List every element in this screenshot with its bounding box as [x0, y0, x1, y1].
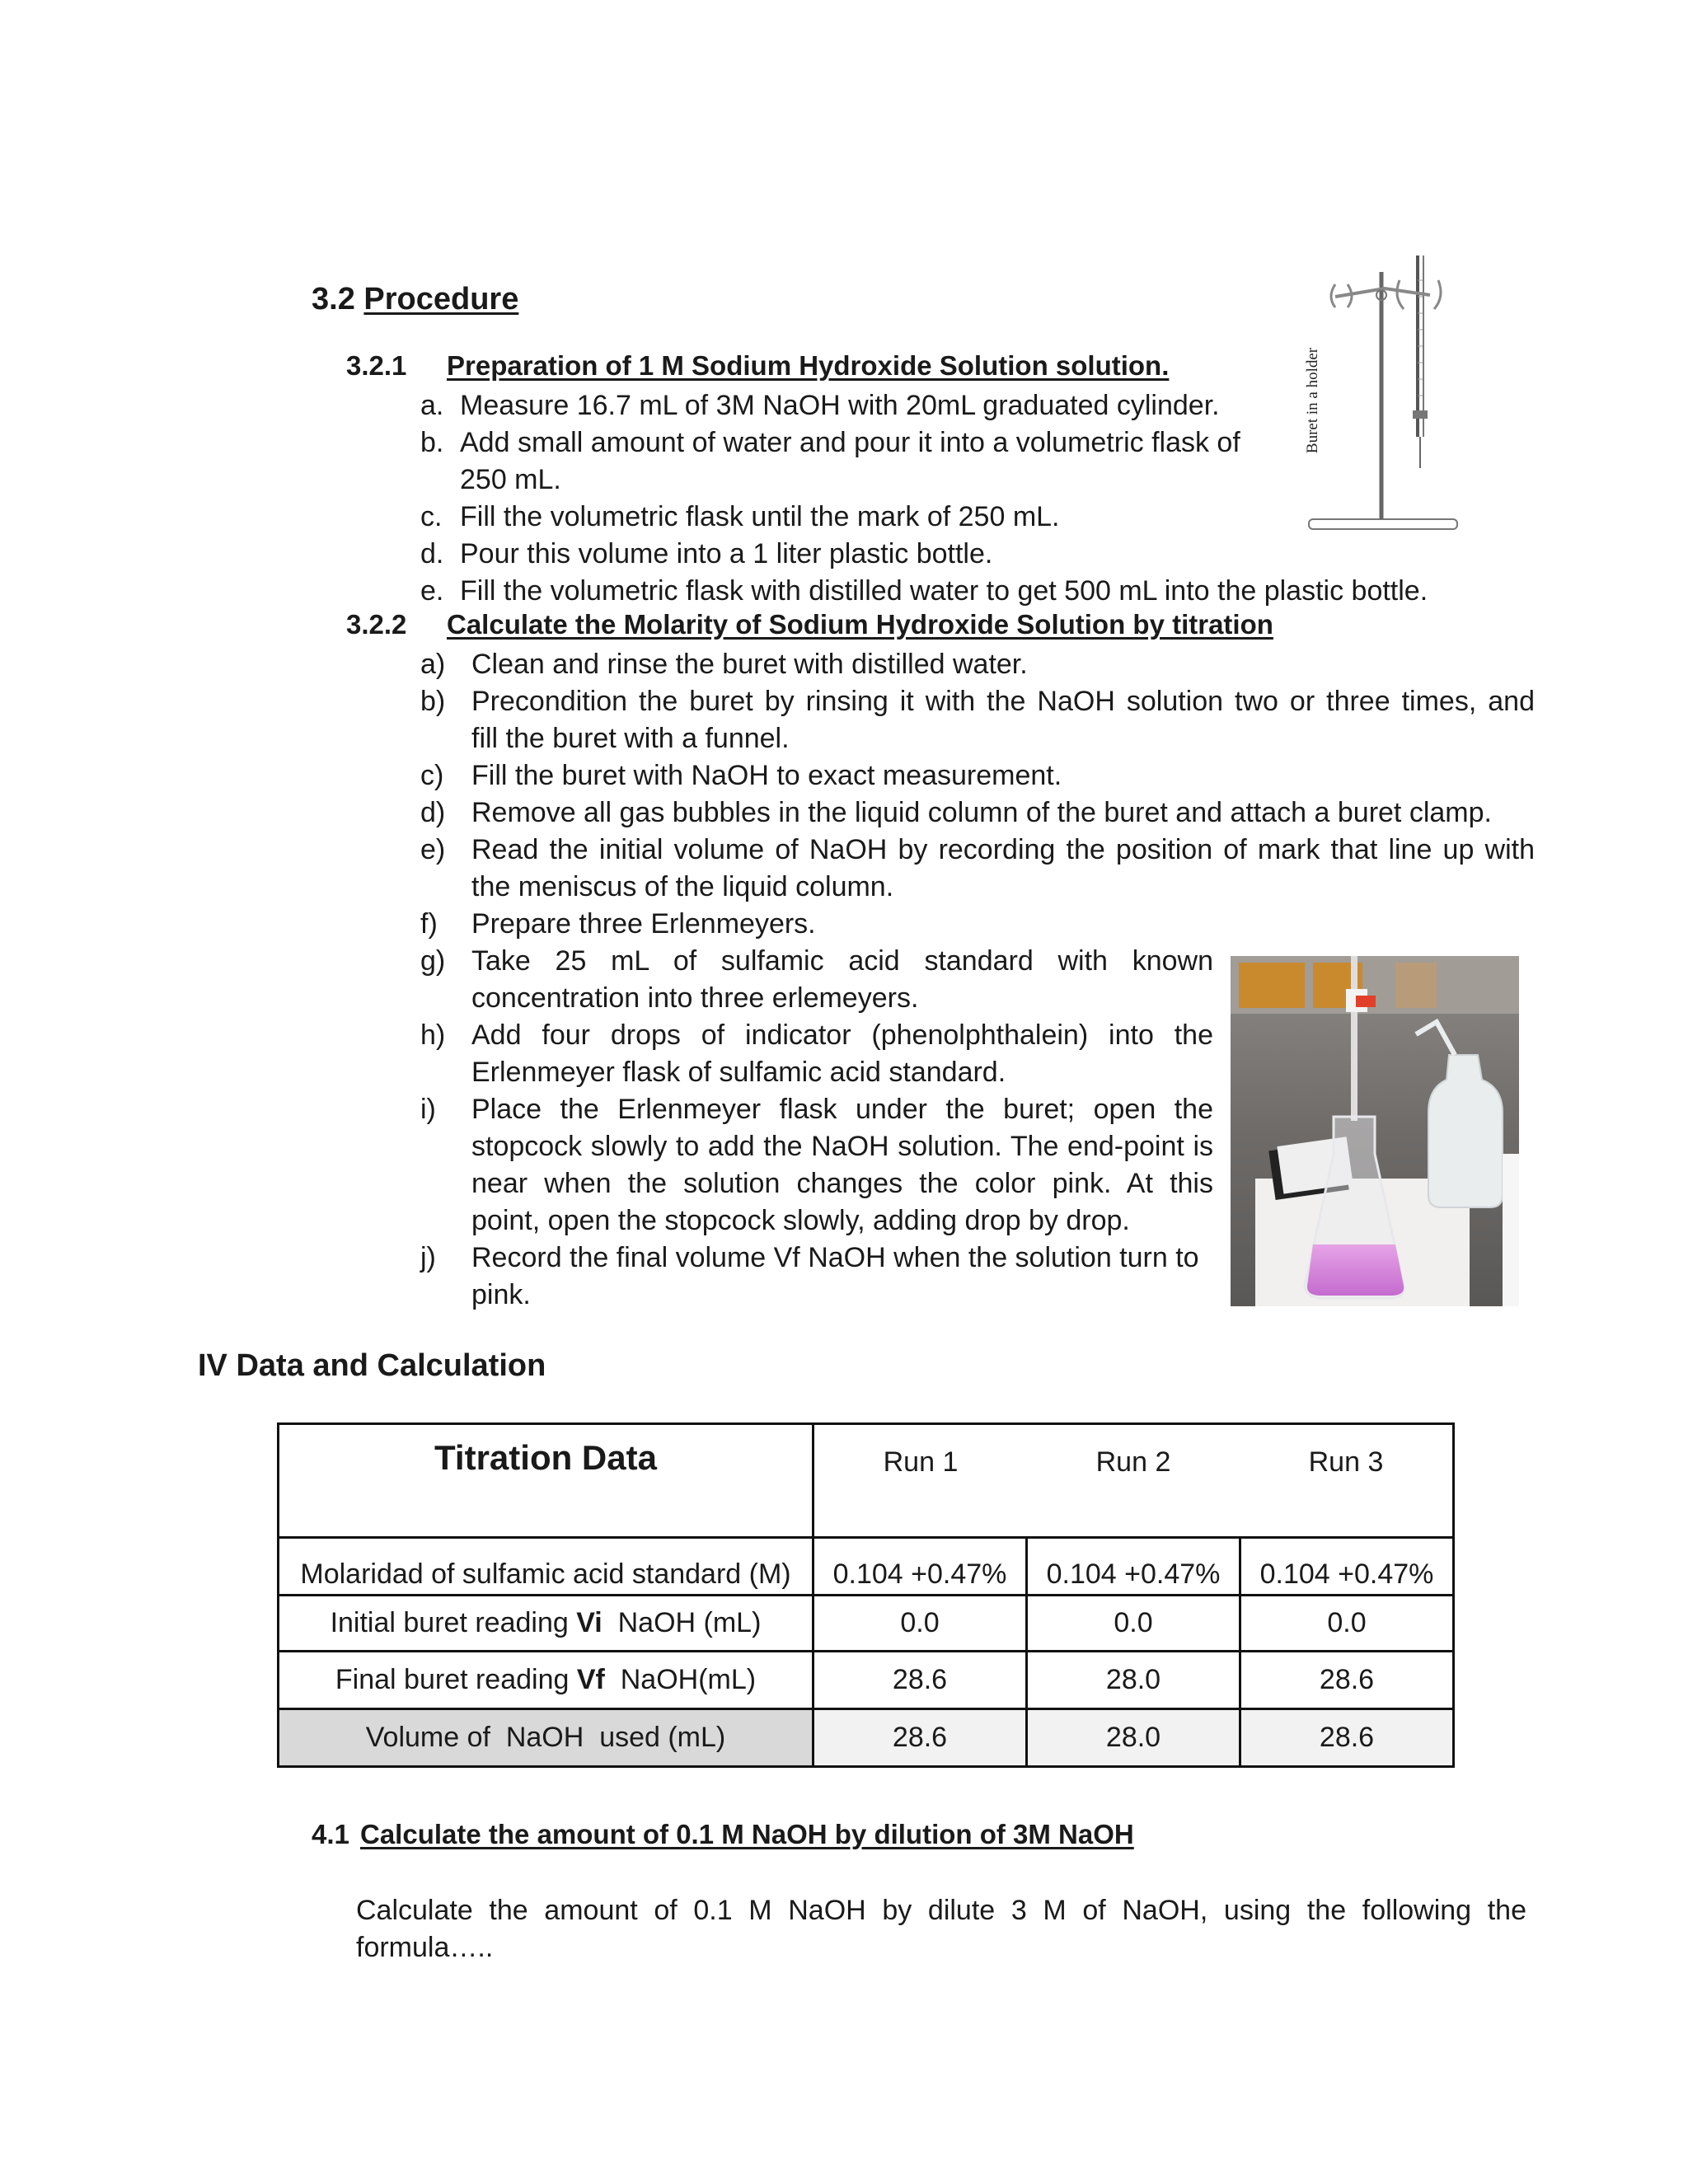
run-2-value: 0.104 +0.47%	[1027, 1538, 1240, 1596]
procedure-heading-text: Procedure	[363, 282, 519, 316]
list-item-text: Fill the volumetric flask with distilled water to get 500 mL into the plastic bottle.	[460, 575, 1428, 607]
list-item-text-continued: fill the buret with a funnel.	[471, 723, 790, 754]
run-2-header: Run 2	[1095, 1446, 1171, 1478]
row-label: Volume of NaOH used (mL)	[279, 1709, 814, 1767]
list-item-text: Record the final volume Vf NaOH when the solution turn to	[471, 1242, 1199, 1273]
run-2-value: 0.0	[1027, 1596, 1240, 1652]
run-3-value: 0.0	[1240, 1596, 1454, 1652]
list-item-marker: i)	[420, 1094, 436, 1125]
run-2-value: 28.0	[1027, 1709, 1240, 1767]
list-item-text: Measure 16.7 mL of 3M NaOH with 20mL graduated cylinder.	[460, 390, 1220, 421]
run-3-value: 28.6	[1240, 1652, 1454, 1709]
list-item-text-continued: near when the solution changes the color pink. At this	[471, 1168, 1213, 1199]
row-label-text: Initial buret reading	[330, 1607, 577, 1638]
table-header-row	[279, 1424, 1454, 1538]
procedure-heading	[312, 282, 518, 317]
run-3-value: 0.104 +0.47%	[1240, 1538, 1454, 1596]
table-title: Titration Data	[434, 1438, 657, 1477]
calc-paragraph-line2: formula…..	[356, 1932, 494, 1963]
list-item-text: Add small amount of water and pour it into a volumetric flask of	[460, 427, 1240, 458]
list-item-marker: d.	[420, 538, 444, 569]
list-item-marker: c)	[420, 760, 444, 791]
list-item-text: Remove all gas bubbles in the liquid column of the buret and attach a buret clamp.	[471, 797, 1492, 828]
procedure-heading-number: 3.2	[312, 282, 355, 316]
list-item-marker: e)	[420, 834, 446, 865]
list-item-marker: g)	[420, 945, 446, 977]
run-1-value: 28.6	[814, 1709, 1027, 1767]
table-row	[279, 1596, 1454, 1652]
table-title-cell	[279, 1424, 814, 1538]
list-item-text-continued: pink.	[471, 1279, 531, 1310]
list-item-text: Read the initial volume of NaOH by recording the position of mark that line up with	[471, 834, 1535, 865]
run-1-header: Run 1	[883, 1446, 959, 1478]
list-item-text-continued: point, open the stopcock slowly, adding drop by drop.	[471, 1205, 1130, 1236]
row-label	[279, 1652, 814, 1709]
list-item-marker: b)	[420, 686, 446, 717]
list-item-text: Take 25 mL of sulfamic acid standard with known	[471, 945, 1213, 977]
buret-figure-label: Buret in a holder	[1304, 347, 1321, 454]
row-label-unit: NaOH (mL)	[602, 1607, 762, 1638]
list-item-text-continued: the meniscus of the liquid column.	[471, 871, 894, 902]
list-item-text-continued: Erlenmeyer flask of sulfamic acid standard.	[471, 1057, 1006, 1088]
section-3-2-1-number: 3.2.1	[346, 350, 407, 381]
list-item-text: Fill the buret with NaOH to exact measurement.	[471, 760, 1062, 791]
list-item-text-continued: stopcock slowly to add the NaOH solution. The end-point is	[471, 1131, 1213, 1162]
section-3-2-2-number: 3.2.2	[346, 609, 407, 640]
calc-paragraph-line1: Calculate the amount of 0.1 M NaOH by dilute 3 M of NaOH, using the following the	[356, 1895, 1526, 1926]
list-item-text: Fill the volumetric flask until the mark of 250 mL.	[460, 501, 1060, 532]
list-item-text: Precondition the buret by rinsing it with the NaOH solution two or three times, and	[471, 686, 1535, 717]
list-item-marker: a)	[420, 649, 446, 680]
list-item-text: Prepare three Erlenmeyers.	[471, 908, 816, 940]
run-1-value: 0.104 +0.47%	[814, 1538, 1027, 1596]
row-label-text: Final buret reading	[335, 1664, 577, 1695]
section-4-1-title: Calculate the amount of 0.1 M NaOH by dilution of 3M NaOH	[360, 1819, 1134, 1849]
list-item-text-continued: 250 mL.	[460, 464, 561, 495]
run-3-header: Run 3	[1308, 1446, 1384, 1478]
run-1-value: 28.6	[814, 1652, 1027, 1709]
table-row	[279, 1652, 1454, 1709]
titration-photo	[1231, 956, 1519, 1306]
titration-data-table	[277, 1422, 1455, 1768]
row-label	[279, 1596, 814, 1652]
list-item-text: Clean and rinse the buret with distilled water.	[471, 649, 1028, 680]
list-item-text: Place the Erlenmeyer flask under the buret; open the	[471, 1094, 1213, 1125]
section-3-2-1-title: Preparation of 1 M Sodium Hydroxide Solution solution.	[447, 350, 1170, 381]
buret-holder-figure	[1302, 247, 1467, 544]
data-calculation-heading: IV Data and Calculation	[198, 1348, 546, 1383]
row-label-unit: NaOH(mL)	[604, 1664, 757, 1695]
list-item-marker: j)	[420, 1242, 436, 1273]
list-item-marker: a.	[420, 390, 444, 421]
table-row-total	[279, 1709, 1454, 1767]
section-4-1-number: 4.1	[312, 1819, 349, 1849]
row-label: Molaridad of sulfamic acid standard (M)	[279, 1538, 814, 1596]
run-3-value: 28.6	[1240, 1709, 1454, 1767]
list-item-text: Pour this volume into a 1 liter plastic bottle.	[460, 538, 993, 569]
list-item-marker: h)	[420, 1019, 446, 1051]
list-item-text-continued: concentration into three erlemeyers.	[471, 982, 919, 1014]
list-item-marker: d)	[420, 797, 446, 828]
run-2-value: 28.0	[1027, 1652, 1240, 1709]
list-item-text: Add four drops of indicator (phenolphthalein) into the	[471, 1019, 1213, 1051]
list-item-marker: c.	[420, 501, 443, 532]
table-row	[279, 1538, 1454, 1596]
run-header-cell	[814, 1424, 1454, 1538]
list-item-marker: e.	[420, 575, 444, 607]
list-item-marker: b.	[420, 427, 444, 458]
row-label-symbol: Vf	[576, 1664, 605, 1695]
list-item-marker: f)	[420, 908, 438, 940]
run-1-value: 0.0	[814, 1596, 1027, 1652]
section-3-2-2-title: Calculate the Molarity of Sodium Hydroxide Solution by titration	[447, 609, 1273, 640]
row-label-symbol: Vi	[576, 1607, 603, 1638]
